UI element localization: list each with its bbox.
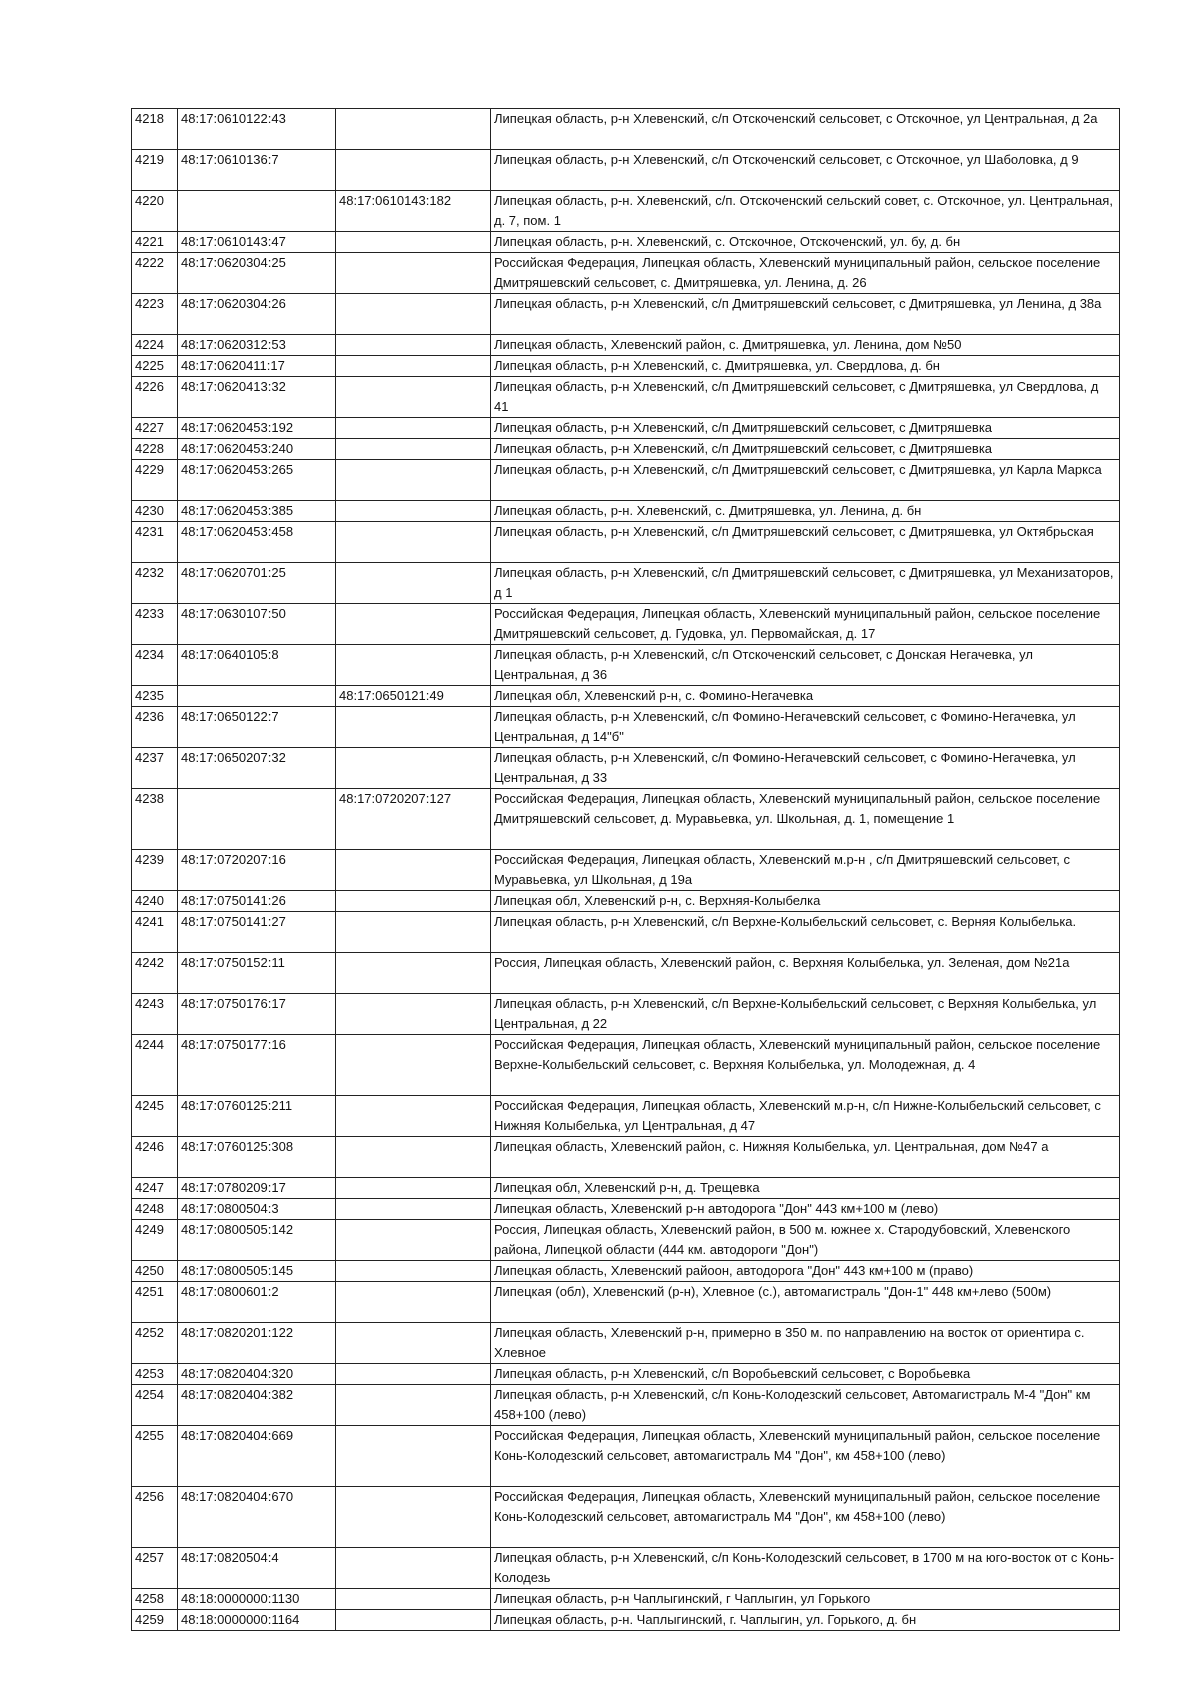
row-number-cell: 4255 [132, 1426, 178, 1487]
address-cell: Липецкая область, р-н Хлевенский, с/п Дмитряшевский сельсовет, с Дмитряшевка [491, 439, 1120, 460]
address-cell: Липецкая область, р-н Хлевенский, с/п Конь-Колодезский сельсовет, в 1700 м на юго-восток от с Конь-Колодезь [491, 1548, 1120, 1589]
cadastral-number-cell [178, 686, 336, 707]
secondary-cadastral-number-cell [336, 232, 491, 253]
address-cell: Липецкая обл, Хлевенский р-н, с. Верхняя-Колыбелка [491, 891, 1120, 912]
table-row [132, 335, 1120, 356]
address-cell: Липецкая область, р-н Хлевенский, с/п Верхне-Колыбельский сельсовет, с. Верняя Колыбелька. [491, 912, 1120, 953]
row-number-cell: 4259 [132, 1610, 178, 1631]
table-row [132, 850, 1120, 891]
table-row [132, 1487, 1120, 1548]
address-cell: Липецкая область, р-н Чаплыгинский, г Чаплыгин, ул Горького [491, 1589, 1120, 1610]
address-cell: Липецкая область, р-н Хлевенский, с/п Фомино-Негачевский сельсовет, с Фомино-Негачевка, ул Центральная, д 14"б" [491, 707, 1120, 748]
table-row [132, 501, 1120, 522]
cadastral-number-cell: 48:17:0620304:26 [178, 294, 336, 335]
cadastral-number-cell: 48:17:0620453:385 [178, 501, 336, 522]
table-row [132, 604, 1120, 645]
row-number-cell: 4230 [132, 501, 178, 522]
cadastral-number-cell: 48:17:0820201:122 [178, 1323, 336, 1364]
address-cell: Липецкая область, р-н. Хлевенский, с/п. Отскоченский сельский совет, с. Отскочное, ул. Центральная, д. 7, пом. 1 [491, 191, 1120, 232]
address-cell: Липецкая область, р-н. Хлевенский, с. Отскочное, Отскоченский, ул. бу, д. бн [491, 232, 1120, 253]
row-number-cell: 4229 [132, 460, 178, 501]
cadastral-number-cell: 48:17:0800504:3 [178, 1199, 336, 1220]
row-number-cell: 4226 [132, 377, 178, 418]
secondary-cadastral-number-cell [336, 1282, 491, 1323]
cadastral-number-cell: 48:17:0620304:25 [178, 253, 336, 294]
address-cell: Липецкая область, р-н Хлевенский, с/п Дмитряшевский сельсовет, с Дмитряшевка, ул Карла Маркса [491, 460, 1120, 501]
secondary-cadastral-number-cell: 48:17:0720207:127 [336, 789, 491, 850]
address-cell: Липецкая область, р-н Хлевенский, с/п Дмитряшевский сельсовет, с Дмитряшевка, ул Октябрьская [491, 522, 1120, 563]
secondary-cadastral-number-cell [336, 1199, 491, 1220]
secondary-cadastral-number-cell [336, 1487, 491, 1548]
address-cell: Россия, Липецкая область, Хлевенский район, с. Верхняя Колыбелька, ул. Зеленая, дом №21а [491, 953, 1120, 994]
cadastral-number-cell: 48:17:0820404:382 [178, 1385, 336, 1426]
secondary-cadastral-number-cell [336, 1589, 491, 1610]
cadastral-number-cell [178, 789, 336, 850]
table-row [132, 891, 1120, 912]
table-row [132, 253, 1120, 294]
secondary-cadastral-number-cell [336, 563, 491, 604]
row-number-cell: 4231 [132, 522, 178, 563]
row-number-cell: 4218 [132, 109, 178, 150]
cadastral-number-cell: 48:17:0720207:16 [178, 850, 336, 891]
row-number-cell: 4235 [132, 686, 178, 707]
address-cell: Липецкая область, р-н Хлевенский, с/п Отскоченский сельсовет, с Донская Негачевка, ул Центральная, д 36 [491, 645, 1120, 686]
row-number-cell: 4253 [132, 1364, 178, 1385]
table-row [132, 645, 1120, 686]
table-row [132, 294, 1120, 335]
table-row [132, 1035, 1120, 1096]
secondary-cadastral-number-cell: 48:17:0610143:182 [336, 191, 491, 232]
secondary-cadastral-number-cell [336, 150, 491, 191]
address-cell: Липецкая область, р-н Хлевенский, с/п Конь-Колодезский сельсовет, Автомагистраль М-4 "Дон" км 458+100 (лево) [491, 1385, 1120, 1426]
address-cell: Липецкая область, Хлевенский р-н, примерно в 350 м. по направлению на восток от ориентира с. Хлевное [491, 1323, 1120, 1364]
cadastral-number-cell: 48:17:0610143:47 [178, 232, 336, 253]
address-cell: Российская Федерация, Липецкая область, Хлевенский муниципальный район, сельское поселение Конь-Колодезский сельсовет, автомагистраль М4 "Дон", км 458+100 (лево) [491, 1426, 1120, 1487]
row-number-cell: 4228 [132, 439, 178, 460]
secondary-cadastral-number-cell [336, 1261, 491, 1282]
address-cell: Липецкая область, р-н Хлевенский, с/п Дмитряшевский сельсовет, с Дмитряшевка, ул Ленина, д 38а [491, 294, 1120, 335]
secondary-cadastral-number-cell [336, 1137, 491, 1178]
row-number-cell: 4249 [132, 1220, 178, 1261]
row-number-cell: 4220 [132, 191, 178, 232]
registry-table-body [132, 109, 1120, 1631]
secondary-cadastral-number-cell [336, 377, 491, 418]
secondary-cadastral-number-cell [336, 335, 491, 356]
secondary-cadastral-number-cell [336, 707, 491, 748]
address-cell: Липецкая область, р-н Хлевенский, с/п Воробьевский сельсовет, с Воробьевка [491, 1364, 1120, 1385]
table-row [132, 109, 1120, 150]
table-row [132, 1589, 1120, 1610]
secondary-cadastral-number-cell [336, 645, 491, 686]
address-cell: Липецкая область, р-н. Чаплыгинский, г. Чаплыгин, ул. Горького, д. бн [491, 1610, 1120, 1631]
row-number-cell: 4243 [132, 994, 178, 1035]
table-row [132, 232, 1120, 253]
table-row [132, 1548, 1120, 1589]
row-number-cell: 4247 [132, 1178, 178, 1199]
cadastral-number-cell: 48:17:0620411:17 [178, 356, 336, 377]
secondary-cadastral-number-cell [336, 522, 491, 563]
secondary-cadastral-number-cell [336, 891, 491, 912]
cadastral-number-cell: 48:17:0800505:142 [178, 1220, 336, 1261]
table-row [132, 953, 1120, 994]
row-number-cell: 4239 [132, 850, 178, 891]
table-row [132, 356, 1120, 377]
secondary-cadastral-number-cell [336, 1178, 491, 1199]
table-row [132, 418, 1120, 439]
row-number-cell: 4248 [132, 1199, 178, 1220]
secondary-cadastral-number-cell [336, 418, 491, 439]
address-cell: Липецкая область, р-н Хлевенский, с/п Отскоченский сельсовет, с Отскочное, ул Шаболовка, д 9 [491, 150, 1120, 191]
secondary-cadastral-number-cell [336, 439, 491, 460]
secondary-cadastral-number-cell [336, 1096, 491, 1137]
row-number-cell: 4244 [132, 1035, 178, 1096]
cadastral-number-cell: 48:17:0820404:669 [178, 1426, 336, 1487]
row-number-cell: 4225 [132, 356, 178, 377]
table-row [132, 707, 1120, 748]
table-row [132, 1096, 1120, 1137]
secondary-cadastral-number-cell [336, 460, 491, 501]
table-row [132, 912, 1120, 953]
cadastral-number-cell: 48:18:0000000:1164 [178, 1610, 336, 1631]
address-cell: Липецкая область, Хлевенский район, с. Нижняя Колыбелька, ул. Центральная, дом №47 а [491, 1137, 1120, 1178]
table-row [132, 1385, 1120, 1426]
table-row [132, 191, 1120, 232]
secondary-cadastral-number-cell [336, 1610, 491, 1631]
row-number-cell: 4245 [132, 1096, 178, 1137]
cadastral-number-cell: 48:17:0620312:53 [178, 335, 336, 356]
address-cell: Липецкая область, р-н Хлевенский, с/п Дмитряшевский сельсовет, с Дмитряшевка, ул Свердлова, д 41 [491, 377, 1120, 418]
table-row [132, 1426, 1120, 1487]
cadastral-number-cell: 48:17:0610136:7 [178, 150, 336, 191]
table-row [132, 1364, 1120, 1385]
table-row [132, 686, 1120, 707]
address-cell: Липецкая (обл), Хлевенский (р-н), Хлевное (с.), автомагистраль "Дон-1" 448 км+лево (500м) [491, 1282, 1120, 1323]
row-number-cell: 4221 [132, 232, 178, 253]
address-cell: Липецкая область, Хлевенский р-н автодорога "Дон" 443 км+100 м (лево) [491, 1199, 1120, 1220]
table-row [132, 748, 1120, 789]
address-cell: Российская Федерация, Липецкая область, Хлевенский муниципальный район, сельское поселение Верхне-Колыбельский сельсовет, с. Верхняя Колыбелька, ул. Молодежная, д. 4 [491, 1035, 1120, 1096]
address-cell: Российская Федерация, Липецкая область, Хлевенский муниципальный район, сельское поселение Дмитряшевский сельсовет, с. Дмитряшевка, ул. Ленина, д. 26 [491, 253, 1120, 294]
cadastral-number-cell: 48:17:0640105:8 [178, 645, 336, 686]
table-row [132, 1199, 1120, 1220]
cadastral-number-cell: 48:17:0760125:308 [178, 1137, 336, 1178]
secondary-cadastral-number-cell: 48:17:0650121:49 [336, 686, 491, 707]
cadastral-number-cell: 48:17:0620453:192 [178, 418, 336, 439]
row-number-cell: 4240 [132, 891, 178, 912]
cadastral-number-cell: 48:17:0620701:25 [178, 563, 336, 604]
address-cell: Липецкая область, р-н. Хлевенский, с. Дмитряшевка, ул. Ленина, д. бн [491, 501, 1120, 522]
row-number-cell: 4234 [132, 645, 178, 686]
address-cell: Липецкая область, р-н Хлевенский, с. Дмитряшевка, ул. Свердлова, д. бн [491, 356, 1120, 377]
address-cell: Российская Федерация, Липецкая область, Хлевенский муниципальный район, сельское поселение Конь-Колодезский сельсовет, автомагистраль М4 "Дон", км 458+100 (лево) [491, 1487, 1120, 1548]
row-number-cell: 4241 [132, 912, 178, 953]
address-cell: Липецкая область, р-н Хлевенский, с/п Дмитряшевский сельсовет, с Дмитряшевка [491, 418, 1120, 439]
cadastral-number-cell: 48:17:0620453:265 [178, 460, 336, 501]
row-number-cell: 4223 [132, 294, 178, 335]
secondary-cadastral-number-cell [336, 912, 491, 953]
cadastral-number-cell: 48:17:0780209:17 [178, 1178, 336, 1199]
table-row [132, 1282, 1120, 1323]
row-number-cell: 4254 [132, 1385, 178, 1426]
cadastral-number-cell: 48:17:0800505:145 [178, 1261, 336, 1282]
secondary-cadastral-number-cell [336, 850, 491, 891]
row-number-cell: 4233 [132, 604, 178, 645]
cadastral-number-cell: 48:17:0750176:17 [178, 994, 336, 1035]
secondary-cadastral-number-cell [336, 1385, 491, 1426]
secondary-cadastral-number-cell [336, 1220, 491, 1261]
cadastral-number-cell: 48:17:0820404:670 [178, 1487, 336, 1548]
address-cell: Липецкая область, Хлевенский райоон, автодорога "Дон" 443 км+100 м (право) [491, 1261, 1120, 1282]
table-row [132, 1220, 1120, 1261]
cadastral-number-cell: 48:17:0750152:11 [178, 953, 336, 994]
cadastral-number-cell: 48:17:0800601:2 [178, 1282, 336, 1323]
row-number-cell: 4242 [132, 953, 178, 994]
secondary-cadastral-number-cell [336, 356, 491, 377]
secondary-cadastral-number-cell [336, 253, 491, 294]
cadastral-number-cell: 48:17:0750177:16 [178, 1035, 336, 1096]
row-number-cell: 4256 [132, 1487, 178, 1548]
table-row [132, 439, 1120, 460]
secondary-cadastral-number-cell [336, 1323, 491, 1364]
secondary-cadastral-number-cell [336, 1364, 491, 1385]
row-number-cell: 4224 [132, 335, 178, 356]
table-row [132, 1178, 1120, 1199]
secondary-cadastral-number-cell [336, 604, 491, 645]
row-number-cell: 4246 [132, 1137, 178, 1178]
secondary-cadastral-number-cell [336, 294, 491, 335]
cadastral-number-cell: 48:17:0650207:32 [178, 748, 336, 789]
row-number-cell: 4237 [132, 748, 178, 789]
table-row [132, 150, 1120, 191]
cadastral-number-cell: 48:17:0630107:50 [178, 604, 336, 645]
row-number-cell: 4236 [132, 707, 178, 748]
cadastral-number-cell: 48:17:0760125:211 [178, 1096, 336, 1137]
registry-table [131, 108, 1120, 1631]
cadastral-number-cell: 48:18:0000000:1130 [178, 1589, 336, 1610]
secondary-cadastral-number-cell [336, 109, 491, 150]
address-cell: Липецкая область, р-н Хлевенский, с/п Фомино-Негачевский сельсовет, с Фомино-Негачевка, ул Центральная, д 33 [491, 748, 1120, 789]
row-number-cell: 4232 [132, 563, 178, 604]
address-cell: Липецкая область, р-н Хлевенский, с/п Верхне-Колыбельский сельсовет, с Верхняя Колыбелька, ул Центральная, д 22 [491, 994, 1120, 1035]
table-row [132, 994, 1120, 1035]
secondary-cadastral-number-cell [336, 748, 491, 789]
secondary-cadastral-number-cell [336, 501, 491, 522]
address-cell: Российская Федерация, Липецкая область, Хлевенский м.р-н, с/п Нижне-Колыбельский сельсовет, с Нижняя Колыбелька, ул Центральная, д 47 [491, 1096, 1120, 1137]
cadastral-number-cell: 48:17:0620453:240 [178, 439, 336, 460]
table-row [132, 522, 1120, 563]
address-cell: Липецкая обл, Хлевенский р-н, с. Фомино-Негачевка [491, 686, 1120, 707]
secondary-cadastral-number-cell [336, 1548, 491, 1589]
table-row [132, 789, 1120, 850]
address-cell: Липецкая область, р-н Хлевенский, с/п Дмитряшевский сельсовет, с Дмитряшевка, ул Механизаторов, д 1 [491, 563, 1120, 604]
address-cell: Липецкая область, р-н Хлевенский, с/п Отскоченский сельсовет, с Отскочное, ул Центральная, д 2а [491, 109, 1120, 150]
cadastral-number-cell: 48:17:0620413:32 [178, 377, 336, 418]
cadastral-number-cell: 48:17:0610122:43 [178, 109, 336, 150]
table-row [132, 1137, 1120, 1178]
row-number-cell: 4251 [132, 1282, 178, 1323]
table-row [132, 460, 1120, 501]
row-number-cell: 4257 [132, 1548, 178, 1589]
row-number-cell: 4219 [132, 150, 178, 191]
address-cell: Россия, Липецкая область, Хлевенский район, в 500 м. южнее х. Стародубовский, Хлевенского района, Липецкой области (444 км. автодороги "Дон") [491, 1220, 1120, 1261]
address-cell: Российская Федерация, Липецкая область, Хлевенский м.р-н , с/п Дмитряшевский сельсовет, с Муравьевка, ул Школьная, д 19а [491, 850, 1120, 891]
cadastral-number-cell: 48:17:0750141:27 [178, 912, 336, 953]
table-row [132, 1261, 1120, 1282]
row-number-cell: 4250 [132, 1261, 178, 1282]
row-number-cell: 4222 [132, 253, 178, 294]
table-row [132, 377, 1120, 418]
row-number-cell: 4258 [132, 1589, 178, 1610]
cadastral-number-cell [178, 191, 336, 232]
table-row [132, 1323, 1120, 1364]
cadastral-number-cell: 48:17:0820404:320 [178, 1364, 336, 1385]
row-number-cell: 4238 [132, 789, 178, 850]
address-cell: Российская Федерация, Липецкая область, Хлевенский муниципальный район, сельское поселение Дмитряшевский сельсовет, д. Гудовка, ул. Первомайская, д. 17 [491, 604, 1120, 645]
table-row [132, 563, 1120, 604]
address-cell: Липецкая обл, Хлевенский р-н, д. Трещевка [491, 1178, 1120, 1199]
cadastral-number-cell: 48:17:0650122:7 [178, 707, 336, 748]
cadastral-number-cell: 48:17:0750141:26 [178, 891, 336, 912]
secondary-cadastral-number-cell [336, 953, 491, 994]
cadastral-number-cell: 48:17:0620453:458 [178, 522, 336, 563]
cadastral-number-cell: 48:17:0820504:4 [178, 1548, 336, 1589]
row-number-cell: 4227 [132, 418, 178, 439]
row-number-cell: 4252 [132, 1323, 178, 1364]
table-row [132, 1610, 1120, 1631]
secondary-cadastral-number-cell [336, 1035, 491, 1096]
address-cell: Российская Федерация, Липецкая область, Хлевенский муниципальный район, сельское поселение Дмитряшевский сельсовет, д. Муравьевка, ул. Школьная, д. 1, помещение 1 [491, 789, 1120, 850]
secondary-cadastral-number-cell [336, 1426, 491, 1487]
address-cell: Липецкая область, Хлевенский район, с. Дмитряшевка, ул. Ленина, дом №50 [491, 335, 1120, 356]
secondary-cadastral-number-cell [336, 994, 491, 1035]
